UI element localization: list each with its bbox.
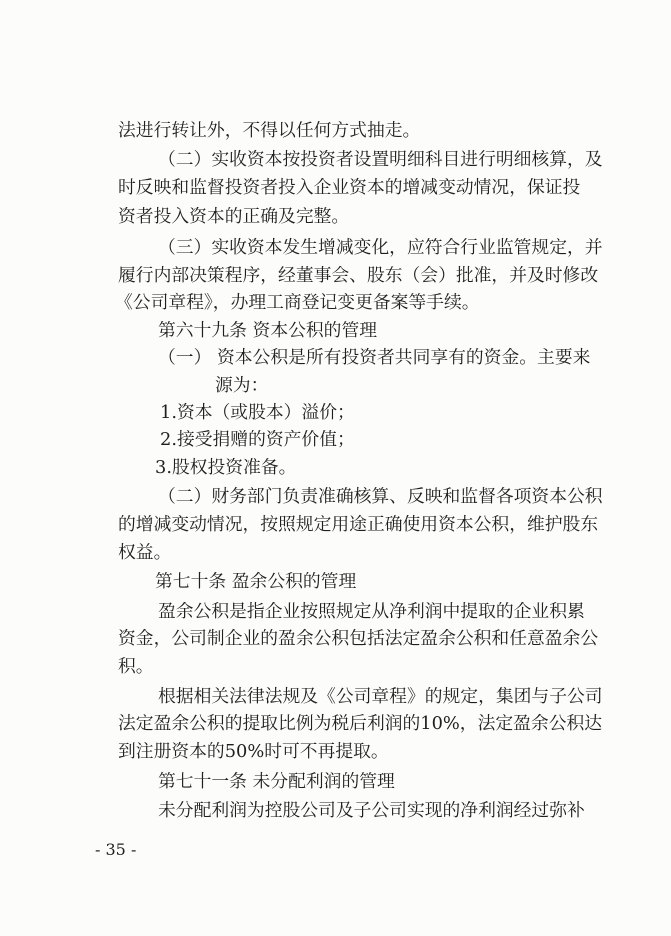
article-heading: 第六十九条 资本公积的管理 [158, 320, 378, 341]
paragraph-line: 时反映和监督投资者投入企业资本的增减变动情况，保证投 [118, 177, 581, 198]
paragraph-line: 权益。 [118, 542, 172, 563]
paragraph-line: （一） 资本公积是所有投资者共同享有的资金。主要来 [158, 347, 591, 368]
article-heading: 第七十条 盈余公积的管理 [155, 571, 357, 592]
paragraph-line: 资者投入资本的正确及完整。 [118, 206, 350, 227]
paragraph-line: 履行内部决策程序，经董事会、股东（会）批准，并及时修改 [118, 265, 599, 286]
paragraph-line: 法定盈余公积的提取比例为税后利润的10%，法定盈余公积达 [118, 713, 603, 734]
page-number: - 35 - [95, 840, 137, 859]
article-heading: 第七十一条 未分配利润的管理 [158, 771, 395, 792]
paragraph-line: 资金，公司制企业的盈余公积包括法定盈余公积和任意盈余公 [118, 628, 599, 649]
paragraph-line: （二）财务部门负责准确核算、反映和监督各项资本公积 [158, 486, 603, 507]
paragraph-line: 法进行转让外，不得以任何方式抽走。 [118, 120, 421, 141]
paragraph-line: 未分配利润为控股公司及子公司实现的净利润经过弥补 [158, 800, 585, 821]
paragraph-line: 盈余公积是指企业按照规定从净利润中提取的企业积累 [158, 601, 585, 622]
paragraph-line: 到注册资本的50%时可不再提取。 [118, 741, 389, 762]
list-item: 2.接受捐赠的资产价值； [160, 429, 355, 450]
paragraph-line: （三）实收资本发生增减变化，应符合行业监管规定，并 [158, 237, 603, 258]
paragraph-line: 《公司章程》，办理工商登记变更备案等手续。 [115, 292, 480, 313]
paragraph-line: （二）实收资本按投资者设置明细科目进行明细核算，及 [158, 149, 603, 170]
list-item: 1.资本（或股本）溢价； [160, 402, 355, 423]
paragraph-line: 积。 [118, 656, 154, 677]
list-item: 3.股权投资准备。 [155, 457, 297, 478]
paragraph-line: 根据相关法律法规及《公司章程》的规定，集团与子公司 [158, 686, 603, 707]
paragraph-line: 源为： [215, 375, 269, 396]
paragraph-line: 的增减变动情况，按照规定用途正确使用资本公积，维护股东 [118, 514, 599, 535]
